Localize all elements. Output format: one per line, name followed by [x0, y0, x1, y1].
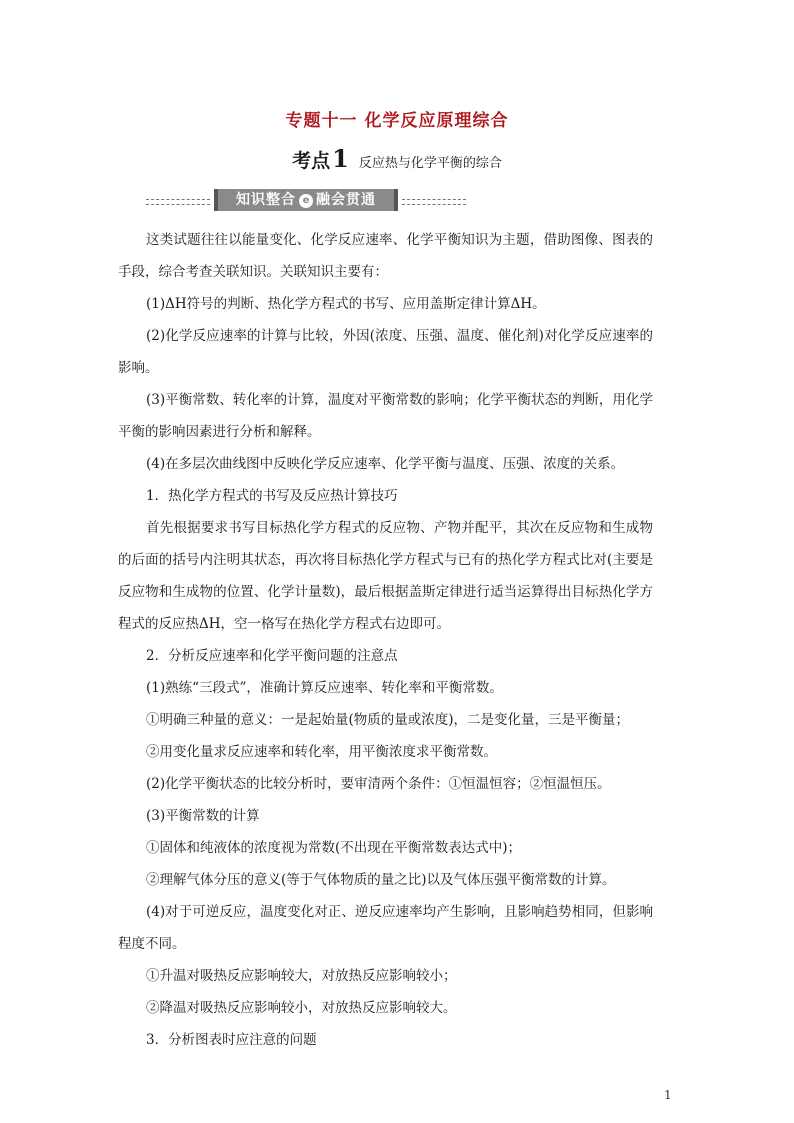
- banner-right-text: 融会贯通: [316, 192, 376, 208]
- banner-dashes-right: [402, 199, 466, 205]
- paragraph: ①升温对吸热反应影响较大，对放热反应影响较小；: [146, 968, 457, 984]
- paragraph: (4)在多层次曲线图中反映化学反应速率、化学平衡与温度、压强、浓度的关系。: [146, 456, 625, 472]
- paragraph: ①固体和纯液体的浓度视为常数(不出现在平衡常数表达式中)；: [146, 840, 522, 856]
- page-number: 1: [664, 1088, 672, 1102]
- section-heading-3: 3．分析图表时应注意的问题: [146, 1032, 317, 1048]
- paragraph: (2)化学反应速率的计算与比较，外因(浓度、压强、温度、催化剂)对化学反应速率的影响。: [118, 328, 653, 376]
- kaodian-text: 反应热与化学平衡的综合: [358, 156, 502, 171]
- paragraph: (3)平衡常数的计算: [146, 808, 260, 824]
- paragraph: (1)熟练“三段式”，准确计算反应速率、转化率和平衡常数。: [146, 680, 503, 696]
- paragraph: ②降温对吸热反应影响较小，对放热反应影响较大。: [146, 1000, 457, 1016]
- paragraph: (2)化学平衡状态的比较分析时，要审清两个条件：①恒温恒容；②恒温恒压。: [146, 776, 611, 792]
- kaodian-number: 1: [332, 144, 349, 173]
- body-text: [118, 224, 653, 1056]
- section-heading-2: 2．分析反应速率和化学平衡问题的注意点: [146, 648, 398, 664]
- paragraph: ②理解气体分压的意义(等于气体物质的量之比)以及气体压强平衡常数的计算。: [146, 872, 616, 888]
- paragraph: ②用变化量求反应速率和转化率，用平衡浓度求平衡常数。: [146, 744, 497, 760]
- banner-e-icon: e: [299, 194, 313, 208]
- kaodian-label: 考点: [292, 150, 331, 172]
- paragraph: (4)对于可逆反应，温度变化对正、逆反应速率均产生影响，且影响趋势相同，但影响程度不同。: [118, 904, 653, 952]
- section-heading-1: 1．热化学方程式的书写及反应热计算技巧: [146, 488, 398, 504]
- page-title: 专题十一 化学反应原理综合: [285, 111, 509, 131]
- paragraph: ①明确三种量的意义：一是起始量(物质的量或浓度)，二是变化量，三是平衡量；: [146, 712, 630, 728]
- banner-box: [214, 189, 398, 211]
- paragraph: 这类试题往往以能量变化、化学反应速率、化学平衡知识为主题，借助图像、图表的手段，综合考查关联知识。关联知识主要有：: [118, 232, 653, 280]
- paragraph: (3)平衡常数、转化率的计算，温度对平衡常数的影响；化学平衡状态的判断，用化学平衡的影响因素进行分析和解释。: [118, 392, 653, 440]
- paragraph: 首先根据要求书写目标热化学方程式的反应物、产物并配平，其次在反应物和生成物的后面的括号内注明其状态，再次将目标热化学方程式与已有的热化学方程式比对(主要是反应物和生成物的位置、化学计量数)，最后根据盖斯定律进行适当运算得出目标热化学方程式的反应热ΔH，空一格写在热化学方程式右边即可。: [118, 520, 653, 632]
- paragraph: (1)ΔH符号的判断、热化学方程式的书写、应用盖斯定律计算ΔH。: [146, 296, 546, 312]
- banner-dashes-left: [146, 199, 210, 205]
- banner-left-text: 知识整合: [236, 192, 296, 208]
- section-banner: [146, 188, 466, 214]
- section-heading: [0, 144, 794, 173]
